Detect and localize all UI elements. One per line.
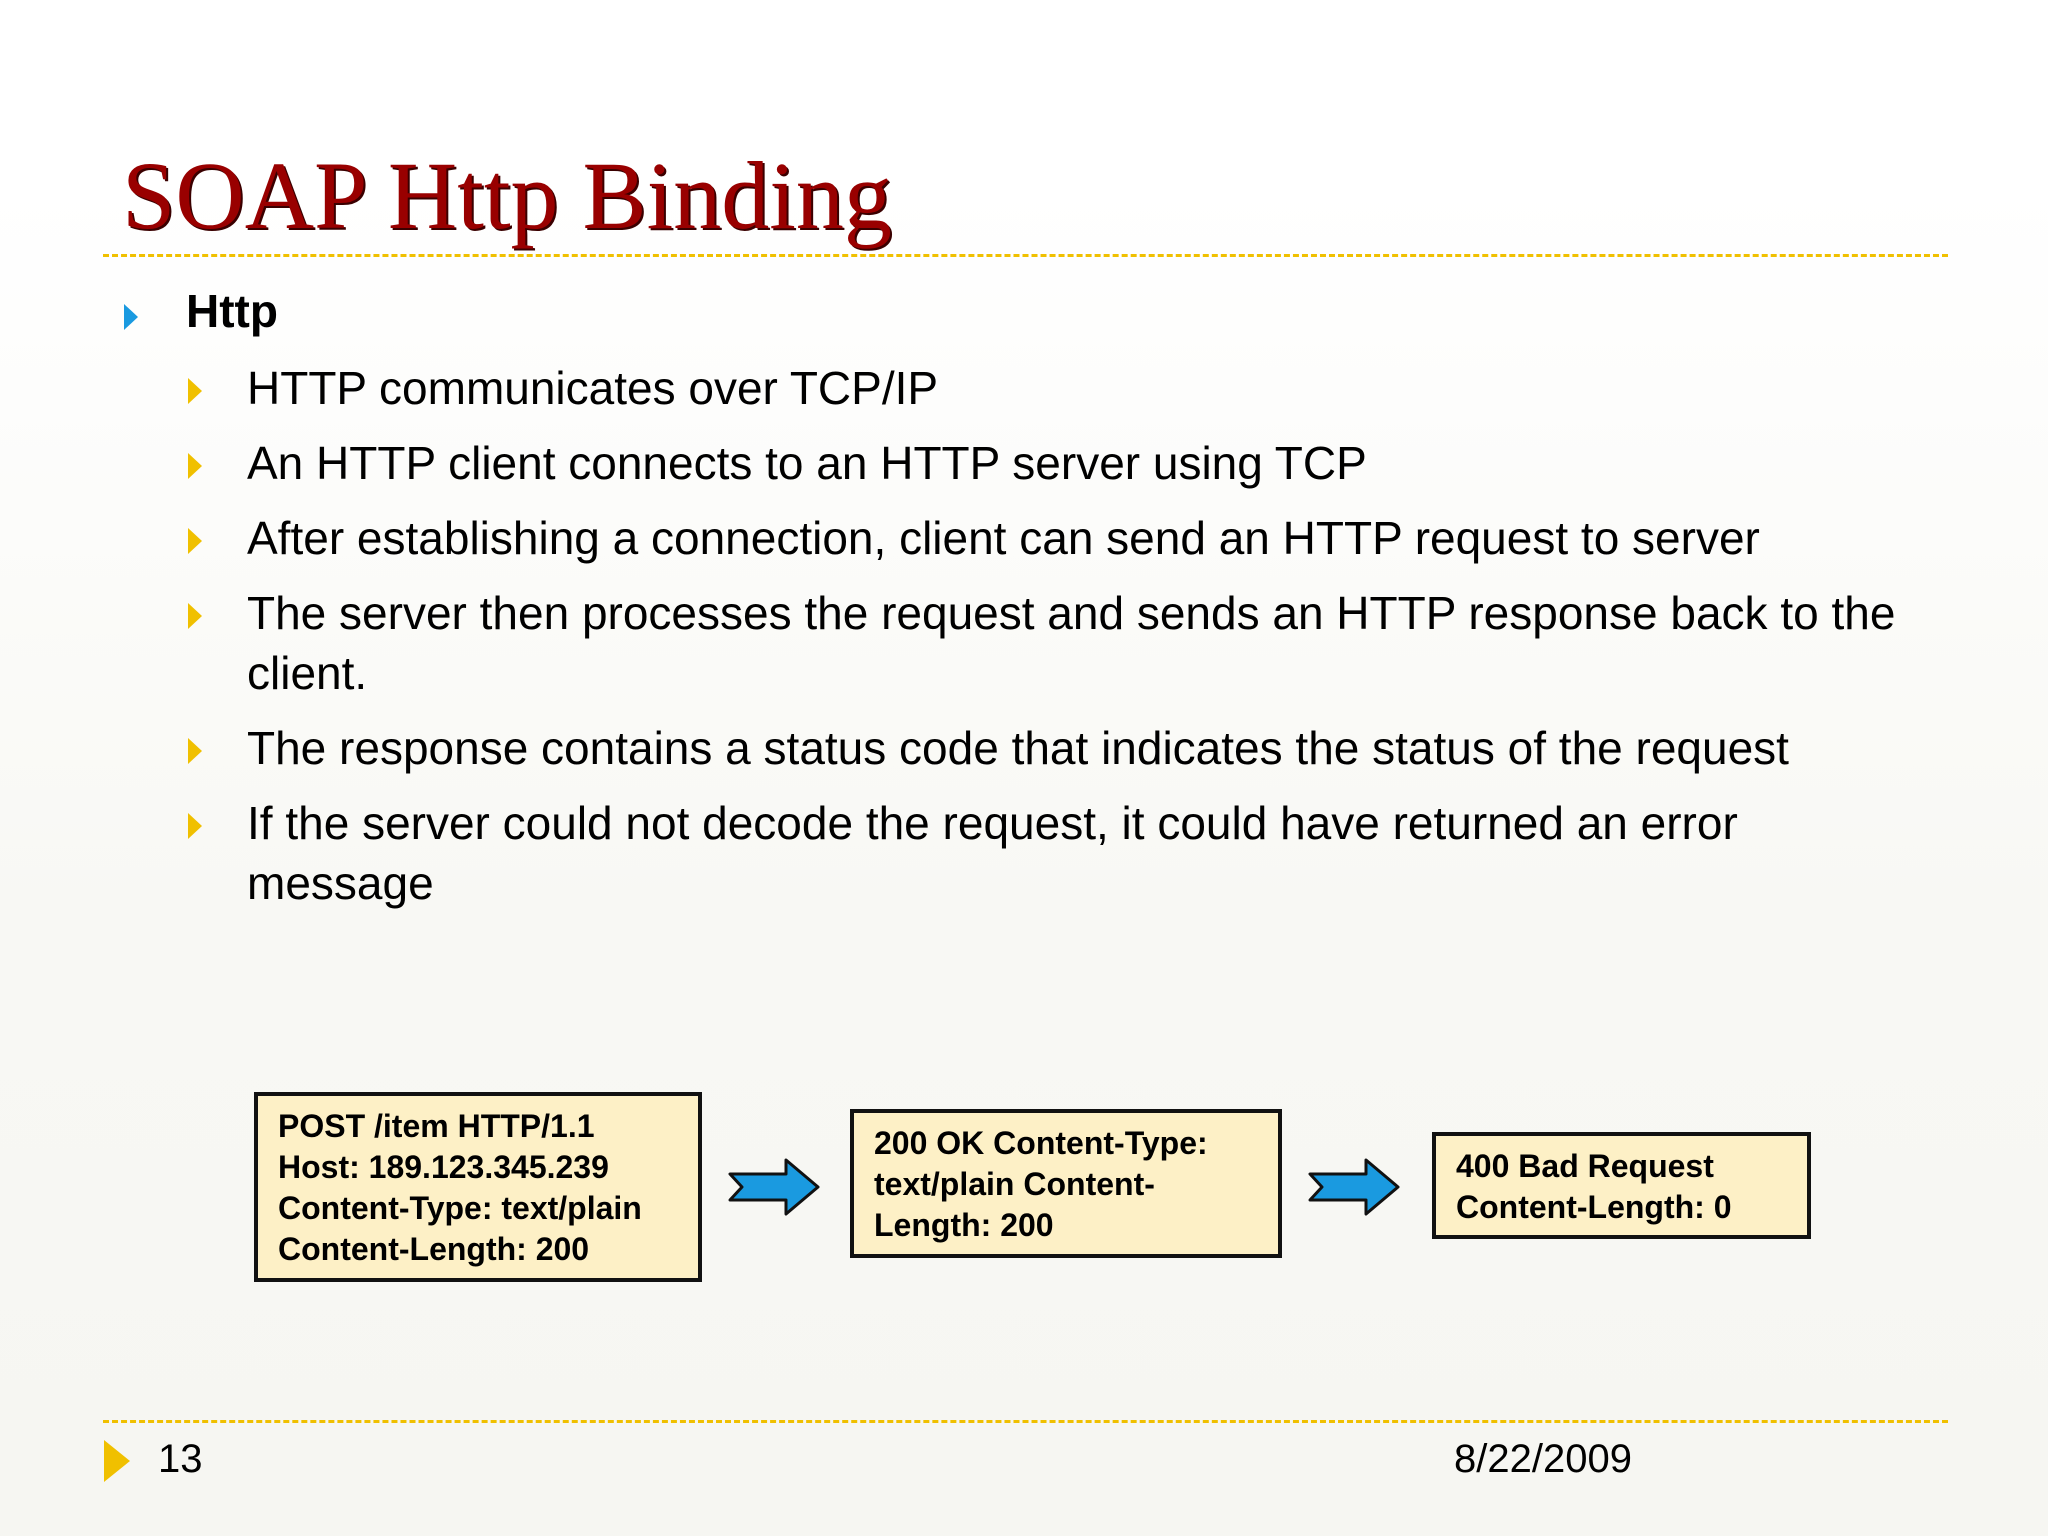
page-number: 13 [158, 1437, 203, 1481]
ok-response-line: Length: 200 [874, 1207, 1054, 1243]
title-divider [103, 254, 1948, 257]
bullet-text: If the server could not decode the request, it could have returned an error message [247, 797, 1738, 909]
ok-response-box [850, 1109, 1282, 1258]
slide-title: SOAP Http Binding [122, 142, 892, 249]
footer-divider [103, 1420, 1948, 1423]
yellow-triangle-bullet-icon [188, 813, 202, 839]
bullet-text: The response contains a status code that indicates the status of the request [247, 722, 1789, 774]
ok-response-line: text/plain Content- [874, 1166, 1155, 1202]
request-line: Host: 189.123.345.239 [278, 1149, 609, 1185]
yellow-triangle-bullet-icon [188, 528, 202, 554]
error-response-line: 400 Bad Request [1456, 1148, 1714, 1184]
yellow-triangle-bullet-icon [188, 738, 202, 764]
yellow-triangle-bullet-icon [188, 453, 202, 479]
bullet-text: After establishing a connection, client can send an HTTP request to server [247, 512, 1760, 564]
bullet-text: HTTP communicates over TCP/IP [247, 362, 939, 414]
bullet-text: The server then processes the request and sends an HTTP response back to the client. [247, 587, 1896, 699]
bullet-level1-label: Http [186, 285, 278, 337]
error-response-line: Content-Length: 0 [1456, 1189, 1732, 1225]
request-line: Content-Type: text/plain [278, 1190, 642, 1226]
bullet-text: An HTTP client connects to an HTTP server using TCP [247, 437, 1367, 489]
right-arrow-icon [1308, 1156, 1402, 1218]
request-box [254, 1092, 702, 1282]
request-line: Content-Length: 200 [278, 1231, 590, 1267]
slide-date: 8/22/2009 [1454, 1437, 1632, 1481]
yellow-triangle-bullet-icon [188, 603, 202, 629]
yellow-triangle-footer-icon [104, 1440, 130, 1482]
request-line: POST /item HTTP/1.1 [278, 1108, 595, 1144]
yellow-triangle-bullet-icon [188, 378, 202, 404]
error-response-box [1432, 1132, 1811, 1239]
right-arrow-icon [728, 1156, 822, 1218]
ok-response-line: 200 OK Content-Type: [874, 1125, 1208, 1161]
blue-triangle-bullet-icon [124, 304, 138, 330]
